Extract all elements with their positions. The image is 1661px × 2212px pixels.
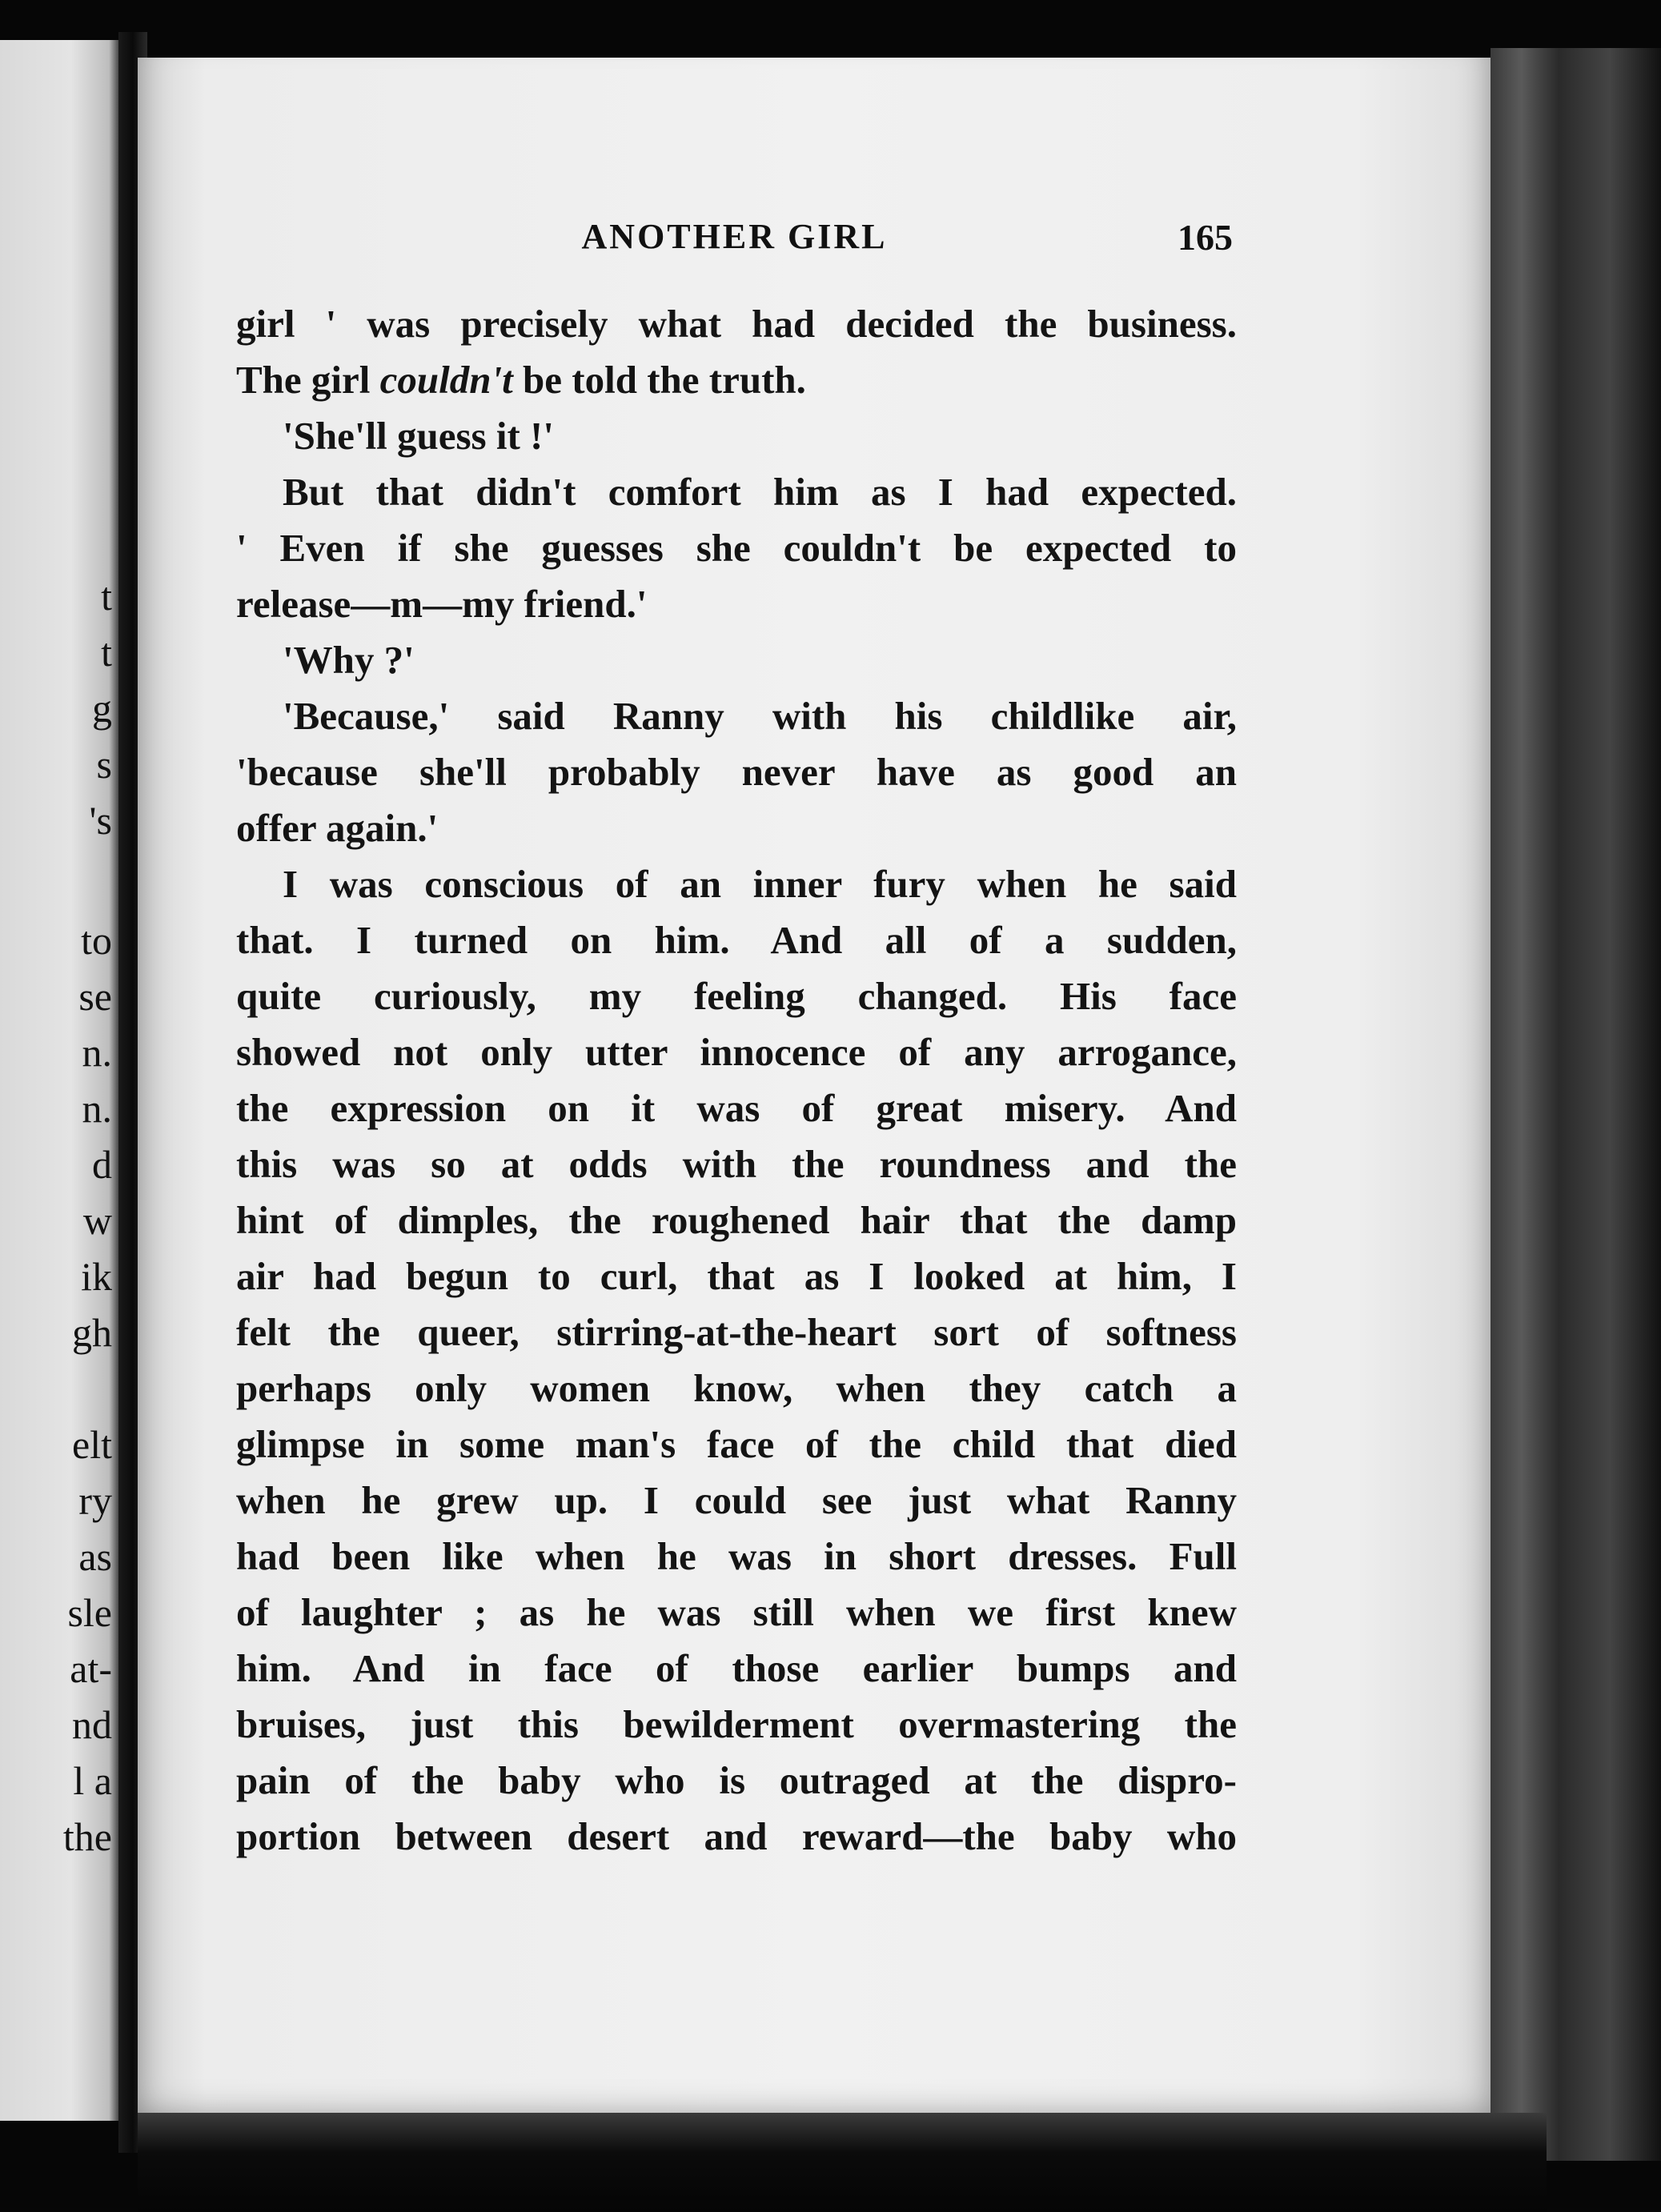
facing-page-fragment: ry	[78, 1478, 112, 1523]
text-line: glimpse in some man's face of the child that died	[236, 1422, 1237, 1466]
text-line: But that didn't comfort him as I had expected.	[283, 470, 1237, 514]
text-line: ' Even if she guesses she couldn't be expected to	[236, 526, 1237, 570]
text-line: 'because she'll probably never have as good an	[236, 750, 1237, 794]
facing-page-fragment: d	[92, 1142, 112, 1187]
text-line: 'Why ?'	[283, 638, 415, 682]
text-line: release—m—my friend.'	[236, 582, 648, 626]
facing-page-fragment: n.	[82, 1030, 112, 1075]
facing-page-fragment: ik	[81, 1254, 112, 1299]
facing-page-fragment: t	[101, 630, 112, 675]
text-line: quite curiously, my feeling changed. His face	[236, 974, 1237, 1018]
facing-page-fragment: to	[81, 918, 112, 963]
facing-page-fragment: s	[96, 742, 112, 787]
text-line: the expression on it was of great misery. And	[236, 1086, 1237, 1130]
facing-page-fragment: as	[78, 1534, 112, 1579]
text-run: be told the truth.	[512, 358, 806, 402]
text-line: when he grew up. I could see just what Ranny	[236, 1478, 1237, 1522]
text-line: girl ' was precisely what had decided the business.	[236, 302, 1237, 346]
text-line: offer again.'	[236, 806, 439, 850]
text-line: 'She'll guess it !'	[283, 414, 554, 458]
text-line: showed not only utter innocence of any arrogance,	[236, 1030, 1237, 1074]
running-title: ANOTHER GIRL	[581, 217, 888, 256]
facing-page-fragment: n.	[82, 1086, 112, 1131]
facing-page-fragment: se	[78, 974, 112, 1019]
facing-page-fragment: g	[92, 686, 112, 731]
body-text	[236, 296, 1237, 1865]
text-line: I was conscious of an inner fury when he said	[283, 862, 1237, 906]
text-line: this was so at odds with the roundness and the	[236, 1142, 1237, 1186]
text-line: perhaps only women know, when they catch a	[236, 1366, 1237, 1410]
facing-page-fragment: sle	[67, 1590, 112, 1635]
facing-page-fragment: at-	[70, 1646, 112, 1691]
facing-page-fragment: t	[101, 574, 112, 619]
text-line: bruises, just this bewilderment overmastering the	[236, 1702, 1237, 1746]
text-line: him. And in face of those earlier bumps and	[236, 1646, 1237, 1690]
book-edge	[1490, 48, 1661, 2161]
facing-page-fragment: w	[82, 1198, 112, 1243]
text-line: 'Because,' said Ranny with his childlike air,	[283, 694, 1237, 738]
facing-page-fragment: elt	[72, 1422, 112, 1467]
facing-page-fragment: 's	[89, 798, 112, 843]
italic-word: couldn't	[379, 358, 513, 402]
text-run: The girl	[236, 358, 380, 402]
facing-page-edge	[0, 40, 118, 2121]
facing-page-fragment: gh	[72, 1310, 112, 1355]
text-line: of laughter ; as he was still when we first knew	[236, 1590, 1237, 1634]
text-line: pain of the baby who is outraged at the dispro-	[236, 1758, 1237, 1802]
page-number: 165	[1178, 217, 1233, 258]
text-line: felt the queer, stirring-at-the-heart sort of softness	[236, 1310, 1237, 1354]
running-header	[236, 216, 1233, 264]
text-line: hint of dimples, the roughened hair that the damp	[236, 1198, 1237, 1242]
text-line: portion between desert and reward—the baby who	[236, 1814, 1237, 1858]
facing-page-fragment: l a	[73, 1758, 112, 1803]
bottom-shadow	[138, 2113, 1547, 2212]
text-line: had been like when he was in short dresses. Full	[236, 1534, 1237, 1578]
facing-page-fragment: the	[62, 1814, 112, 1859]
text-line: that. I turned on him. And all of a sudden,	[236, 918, 1237, 962]
facing-page-fragment: nd	[72, 1702, 112, 1747]
text-line	[236, 352, 1237, 408]
text-line: air had begun to curl, that as I looked at him, I	[236, 1254, 1237, 1298]
